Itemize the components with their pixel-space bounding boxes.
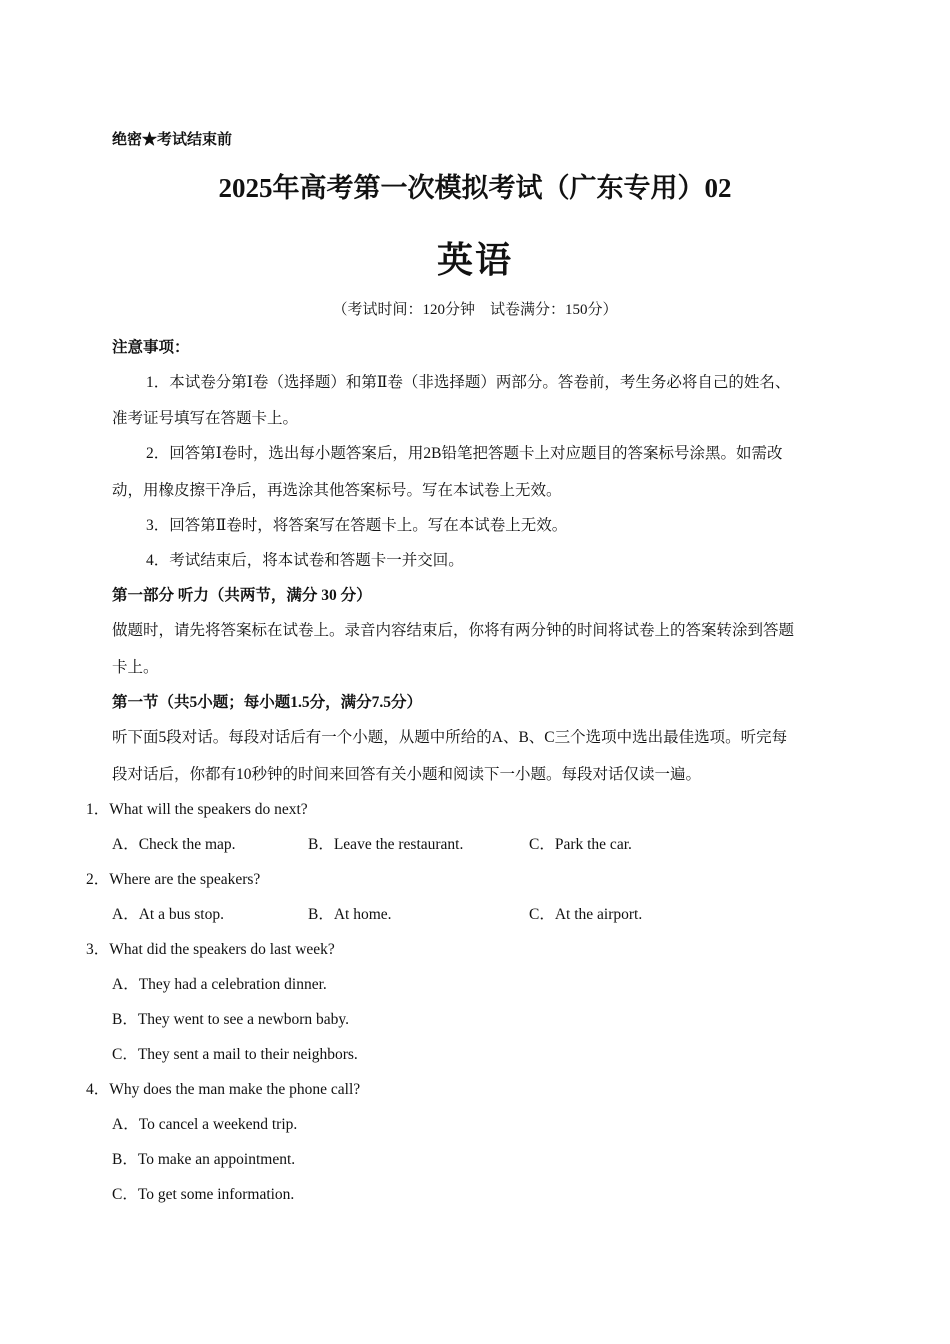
note-item-1-line-1: 1．本试卷分第Ⅰ卷（选择题）和第Ⅱ卷（非选择题）两部分。答卷前，考生务必将自己的姓名、 xyxy=(146,374,791,391)
part1-intro-line-1: 做题时，请先将答案标在试卷上。录音内容结束后，你将有两分钟的时间将试卷上的答案转涂到答题 xyxy=(112,622,795,639)
question-3-option-a: A．They had a celebration dinner. xyxy=(112,976,327,993)
question-2-option-c: C．At the airport. xyxy=(529,906,643,923)
question-2-option-a: A．At a bus stop. xyxy=(112,906,224,923)
question-1-stem: 1．What will the speakers do next? xyxy=(86,801,308,818)
subject-title: 英语 xyxy=(436,240,513,280)
question-1-option-b: B．Leave the restaurant. xyxy=(308,836,464,853)
note-item-4: 4．考试结束后，将本试卷和答题卡一并交回。 xyxy=(146,552,464,569)
question-4-stem: 4．Why does the man make the phone call? xyxy=(86,1081,361,1098)
question-3-option-c: C．They sent a mail to their neighbors. xyxy=(112,1046,358,1063)
question-3-stem: 3．What did the speakers do last week? xyxy=(86,941,335,958)
note-item-2-line-1: 2．回答第Ⅰ卷时，选出每小题答案后，用2B铅笔把答题卡上对应题目的答案标号涂黑。如需改 xyxy=(146,445,783,462)
exam-title: 2025年高考第一次模拟考试（广东专用）02 xyxy=(218,173,732,203)
question-4-option-a: A．To cancel a weekend trip. xyxy=(112,1116,298,1133)
note-item-2-line-2: 动，用橡皮擦干净后，再选涂其他答案标号。写在本试卷上无效。 xyxy=(112,482,562,499)
question-1-option-c: C．Park the car. xyxy=(529,836,632,853)
question-2-option-b: B．At home. xyxy=(308,906,392,923)
question-4-option-c: C．To get some information. xyxy=(112,1186,295,1203)
exam-time-info: （考试时间：120分钟 试卷满分：150分） xyxy=(332,302,618,318)
section1-line-1: 听下面5段对话。每段对话后有一个小题，从题中所给的A、B、C三个选项中选出最佳选项。听完每 xyxy=(112,729,788,746)
secret-label: 绝密★考试结束前 xyxy=(112,132,233,148)
note-item-1-line-2: 准考证号填写在答题卡上。 xyxy=(112,410,299,427)
section1-line-2: 段对话后，你都有10秒钟的时间来回答有关小题和阅读下一小题。每段对话仅读一遍。 xyxy=(112,766,702,783)
notes-heading: 注意事项： xyxy=(112,339,190,356)
question-1-option-a: A．Check the map. xyxy=(112,836,236,853)
part1-intro-line-2: 卡上。 xyxy=(112,659,159,676)
note-item-3: 3．回答第Ⅱ卷时，将答案写在答题卡上。写在本试卷上无效。 xyxy=(146,517,568,534)
question-3-option-b: B．They went to see a newborn baby. xyxy=(112,1011,350,1028)
part1-heading: 第一部分 听力（共两节，满分 30 分） xyxy=(112,587,372,604)
question-4-option-b: B．To make an appointment. xyxy=(112,1151,296,1168)
question-2-stem: 2．Where are the speakers? xyxy=(86,871,261,888)
section1-heading: 第一节（共5小题；每小题1.5分，满分7.5分） xyxy=(112,694,423,711)
